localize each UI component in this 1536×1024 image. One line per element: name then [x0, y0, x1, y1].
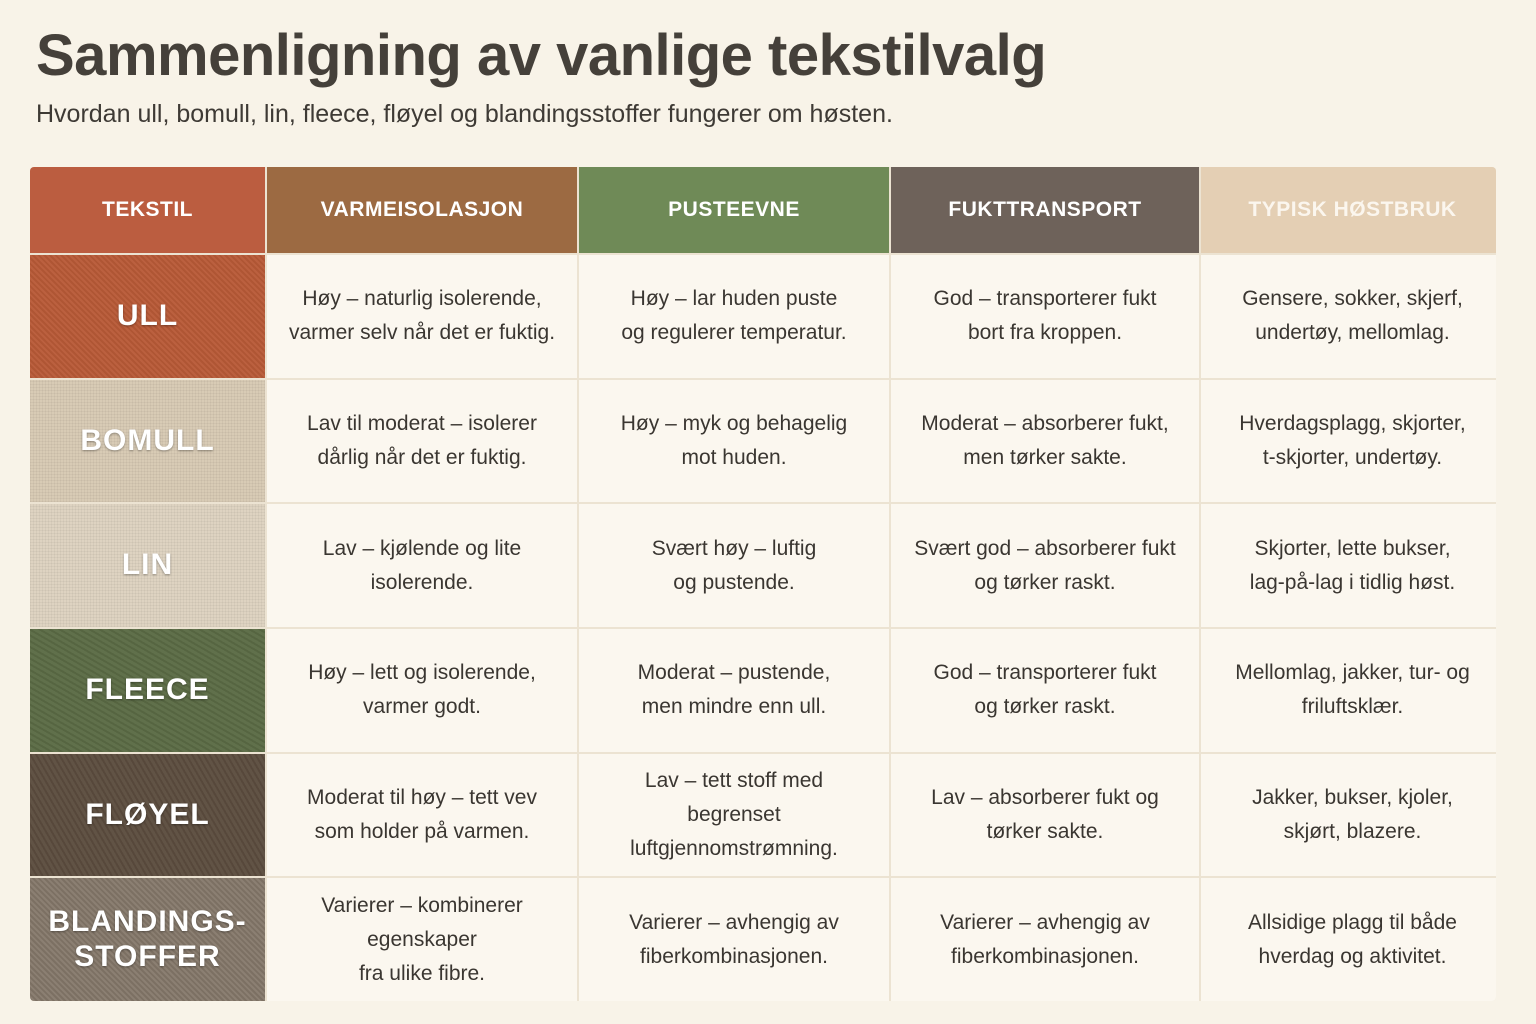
header-autumn-use: TYPISK HØSTBRUK: [1201, 167, 1496, 253]
textile-name: LIN: [121, 548, 174, 582]
table-cell: Jakker, bukser, kjoler, skjørt, blazere.: [1201, 754, 1496, 877]
table-cell: Svært høy – luftig og pustende.: [579, 504, 889, 627]
table-cell: Moderat – absorberer fukt, men tørker sakte.: [891, 380, 1199, 503]
textile-name: ULL: [116, 299, 179, 333]
page-subtitle: Hvordan ull, bomull, lin, fleece, fløyel og blandingsstoffer fungerer om høsten.: [36, 100, 893, 128]
table-cell: Lav – kjølende og lite isolerende.: [267, 504, 577, 627]
header-insulation: VARMEISOLASJON: [267, 167, 577, 253]
table-cell: Høy – naturlig isolerende, varmer selv når det er fuktig.: [267, 255, 577, 378]
comparison-table: [30, 167, 1496, 1001]
row-header-fleece: [30, 629, 265, 752]
page-title: Sammenligning av vanlige tekstilvalg: [36, 23, 1047, 88]
table-cell: Mellomlag, jakker, tur- og friluftsklær.: [1201, 629, 1496, 752]
table-cell: God – transporterer fukt og tørker raskt.: [891, 629, 1199, 752]
textile-name: BLANDINGS- STOFFER: [48, 905, 247, 973]
table-cell: God – transporterer fukt bort fra kroppen.: [891, 255, 1199, 378]
textile-name: BOMULL: [80, 423, 215, 457]
table-cell: Varierer – kombinerer egenskaper fra ulike fibre.: [267, 878, 577, 1001]
table-cell: Hverdagsplagg, skjorter, t-skjorter, undertøy.: [1201, 380, 1496, 503]
textile-name: FLEECE: [85, 673, 210, 707]
table-cell: Lav – tett stoff med begrenset luftgjennomstrømning.: [579, 754, 889, 877]
table-cell: Moderat – pustende, men mindre enn ull.: [579, 629, 889, 752]
table-cell: Svært god – absorberer fukt og tørker raskt.: [891, 504, 1199, 627]
row-header-blandingsstoffer: [30, 878, 265, 1001]
header-moisture: FUKTTRANSPORT: [891, 167, 1199, 253]
header-breathability: PUSTEEVNE: [579, 167, 889, 253]
textile-name: FLØYEL: [85, 797, 210, 831]
table-cell: Høy – lett og isolerende, varmer godt.: [267, 629, 577, 752]
table-cell: Lav – absorberer fukt og tørker sakte.: [891, 754, 1199, 877]
table-cell: Varierer – avhengig av fiberkombinasjonen.: [891, 878, 1199, 1001]
row-header-lin: [30, 504, 265, 627]
table-cell: Lav til moderat – isolerer dårlig når det er fuktig.: [267, 380, 577, 503]
table-cell: Moderat til høy – tett vev som holder på varmen.: [267, 754, 577, 877]
table-cell: Allsidige plagg til både hverdag og aktivitet.: [1201, 878, 1496, 1001]
table-cell: Høy – myk og behagelig mot huden.: [579, 380, 889, 503]
header-textile: TEKSTIL: [30, 167, 265, 253]
table-cell: Skjorter, lette bukser, lag-på-lag i tidlig høst.: [1201, 504, 1496, 627]
table-cell: Høy – lar huden puste og regulerer temperatur.: [579, 255, 889, 378]
table-cell: Varierer – avhengig av fiberkombinasjonen.: [579, 878, 889, 1001]
row-header-floyel: [30, 754, 265, 877]
table-cell: Gensere, sokker, skjerf, undertøy, mellomlag.: [1201, 255, 1496, 378]
row-header-bomull: [30, 380, 265, 503]
row-header-ull: [30, 255, 265, 378]
